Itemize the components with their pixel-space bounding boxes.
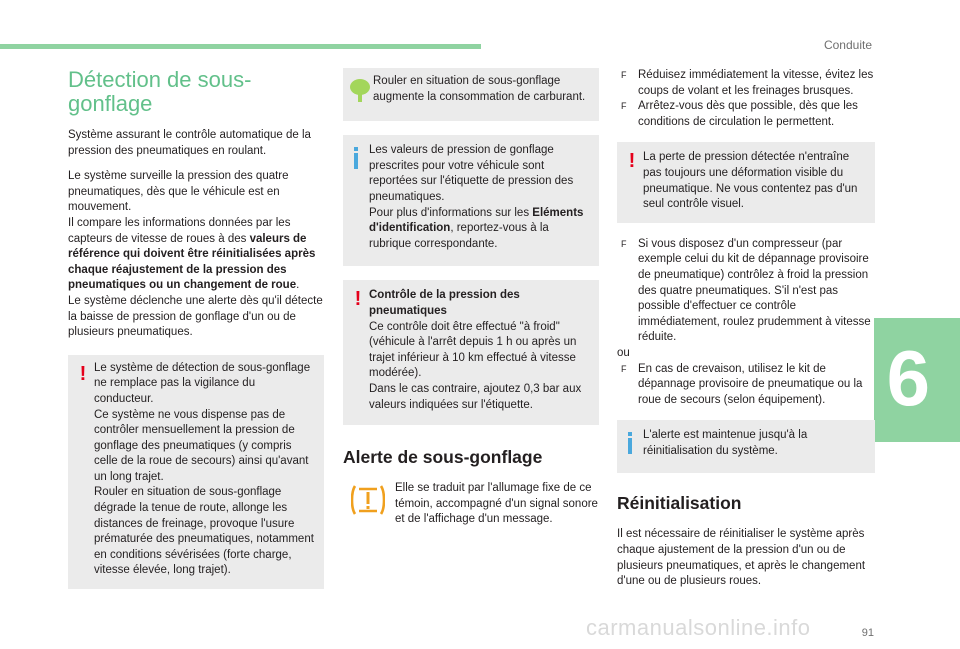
warning-check-text-a: Ce contrôle doit être effectué "à froid" (véhicule à l'arrêt depuis 1 h ou après un trajet inférieur à 10 km effectué à vitesse modérée). <box>369 320 577 380</box>
bullet-marker: F <box>621 363 627 374</box>
instruction-reduce-speed: F Réduisez immédiatement la vitesse, évitez les coups de volant et les freinages brusques. <box>621 69 874 97</box>
watermark: carmanualsonline.info <box>586 615 811 640</box>
section-header-title: Conduite <box>823 38 872 52</box>
warning-visual-text: La perte de pression détectée n'entraîne pas toujours une déformation visible du pneumatique. Ne vous contentez pas d'un seul contrôle visuel. <box>643 151 858 211</box>
eco-tree-icon <box>349 78 363 104</box>
eco-box <box>343 68 599 121</box>
info-icon <box>625 432 639 454</box>
warning-line-3: Rouler en situation de sous-gonflage dégrade la tenue de route, allonge les distances de freinage, provoque l'usure prématurée des pneumatiques, notamment en conditions sévérisées (forte charge, vitesse élevée, long trajet). <box>94 486 314 577</box>
or-separator: ou <box>617 346 630 359</box>
warning-icon: ! <box>354 288 362 311</box>
alert-section-title: Alerte de sous-gonflage <box>343 447 543 468</box>
warning-line-2: Ce système ne vous dispense pas de contrôler mensuellement la pression de gonflage des pneumatiques (y compris celle de la roue de secours) ainsi qu'avant un long trajet. <box>94 408 309 483</box>
system-description <box>68 169 324 341</box>
column-1 <box>68 68 324 601</box>
alert-text: Elle se traduit par l'allumage fixe de ce témoin, accompagné d'un signal sonore et de l'affichage d'un message. <box>395 482 598 526</box>
info-link-identification: Eléments d'identification <box>369 206 584 235</box>
instruction-puncture: F En cas de crevaison, utilisez le kit de dépannage provisoire de pneumatique ou la roue de secours (selon équipement). <box>621 362 863 406</box>
warning-check-title: Contrôle de la pression des pneumatiques <box>369 289 520 317</box>
bullet-marker: F <box>621 70 627 80</box>
instruction-compressor: F Si vous disposez d'un compresseur (par exemple celui du kit de dépannage provisoire de pneumatique) contrôlez à froid la pression des quatre pneumatiques. S'il n'est pas possible d'effectuer ce contrôle immédiatement, roulez prudemment à vitesse réduite. <box>621 237 871 344</box>
reinit-section-title: Réinitialisation <box>617 493 742 514</box>
description-line-3: Le système déclenche une alerte dès qu'il détecte la baisse de pression de gonflage d'un ou de plusieurs pneumatiques. <box>68 294 323 339</box>
eco-text: Rouler en situation de sous-gonflage augmente la consommation de carburant. <box>373 75 586 103</box>
reinit-text: Il est nécessaire de réinitialiser le système après chaque ajustement de la pression d'un ou de plusieurs pneumatiques, et après le changement d'une ou de plusieurs roues. <box>617 528 866 588</box>
header-accent-bar <box>0 44 481 49</box>
info-text-b: Pour plus d'informations sur les Eléments d'identification, reportez-vous à la rubrique correspondante. <box>369 206 584 250</box>
info-icon <box>351 147 365 169</box>
intro-paragraph: Système assurant le contrôle automatique de la pression des pneumatiques en roulant. <box>68 129 311 157</box>
info-box-pressure-values <box>343 135 599 266</box>
info-text-a: Les valeurs de pression de gonflage prescrites pour votre véhicule sont reportées sur l'étiquette de pression des pneumatiques. <box>369 144 574 203</box>
instruction-stop: F Arrêtez-vous dès que possible, dès que les conditions de circulation le permettent. <box>621 100 858 128</box>
column-3 <box>617 68 875 600</box>
warning-box-visual <box>617 142 875 222</box>
warning-check-text-b: Dans le cas contraire, ajoutez 0,3 bar aux valeurs indiquées sur l'étiquette. <box>369 382 582 411</box>
description-line-1: Le système surveille la pression des quatre pneumatiques, dès que le véhicule est en mouvement. <box>68 170 289 214</box>
info-alert-text: L'alerte est maintenue jusqu'à la réinitialisation du système. <box>643 429 808 457</box>
warning-box-vigilance <box>68 355 324 589</box>
column-2 <box>343 68 599 538</box>
warning-box-check <box>343 280 599 425</box>
warning-line-1: Le système de détection de sous-gonflage ne remplace pas la vigilance du conducteur. <box>94 361 311 405</box>
alert-description <box>343 481 599 528</box>
page-number: 91 <box>861 627 874 639</box>
tyre-pressure-warning-icon <box>351 483 385 523</box>
description-bold: valeurs de référence qui doivent être réinitialisées après chaque réajustement de la pression des pneumatiques ou un changement de roue <box>68 232 316 292</box>
page-title: Détection de sous-gonflage <box>68 67 252 116</box>
bullet-marker: F <box>621 238 627 249</box>
info-box-alert <box>617 420 875 473</box>
description-end: . <box>296 279 300 292</box>
chapter-number: 6 <box>886 334 930 422</box>
bullet-marker: F <box>621 101 627 112</box>
description-line-2: Il compare les informations données par les capteurs de vitesse de roues à des <box>68 216 291 245</box>
warning-icon: ! <box>628 150 636 173</box>
warning-icon: ! <box>79 362 87 385</box>
